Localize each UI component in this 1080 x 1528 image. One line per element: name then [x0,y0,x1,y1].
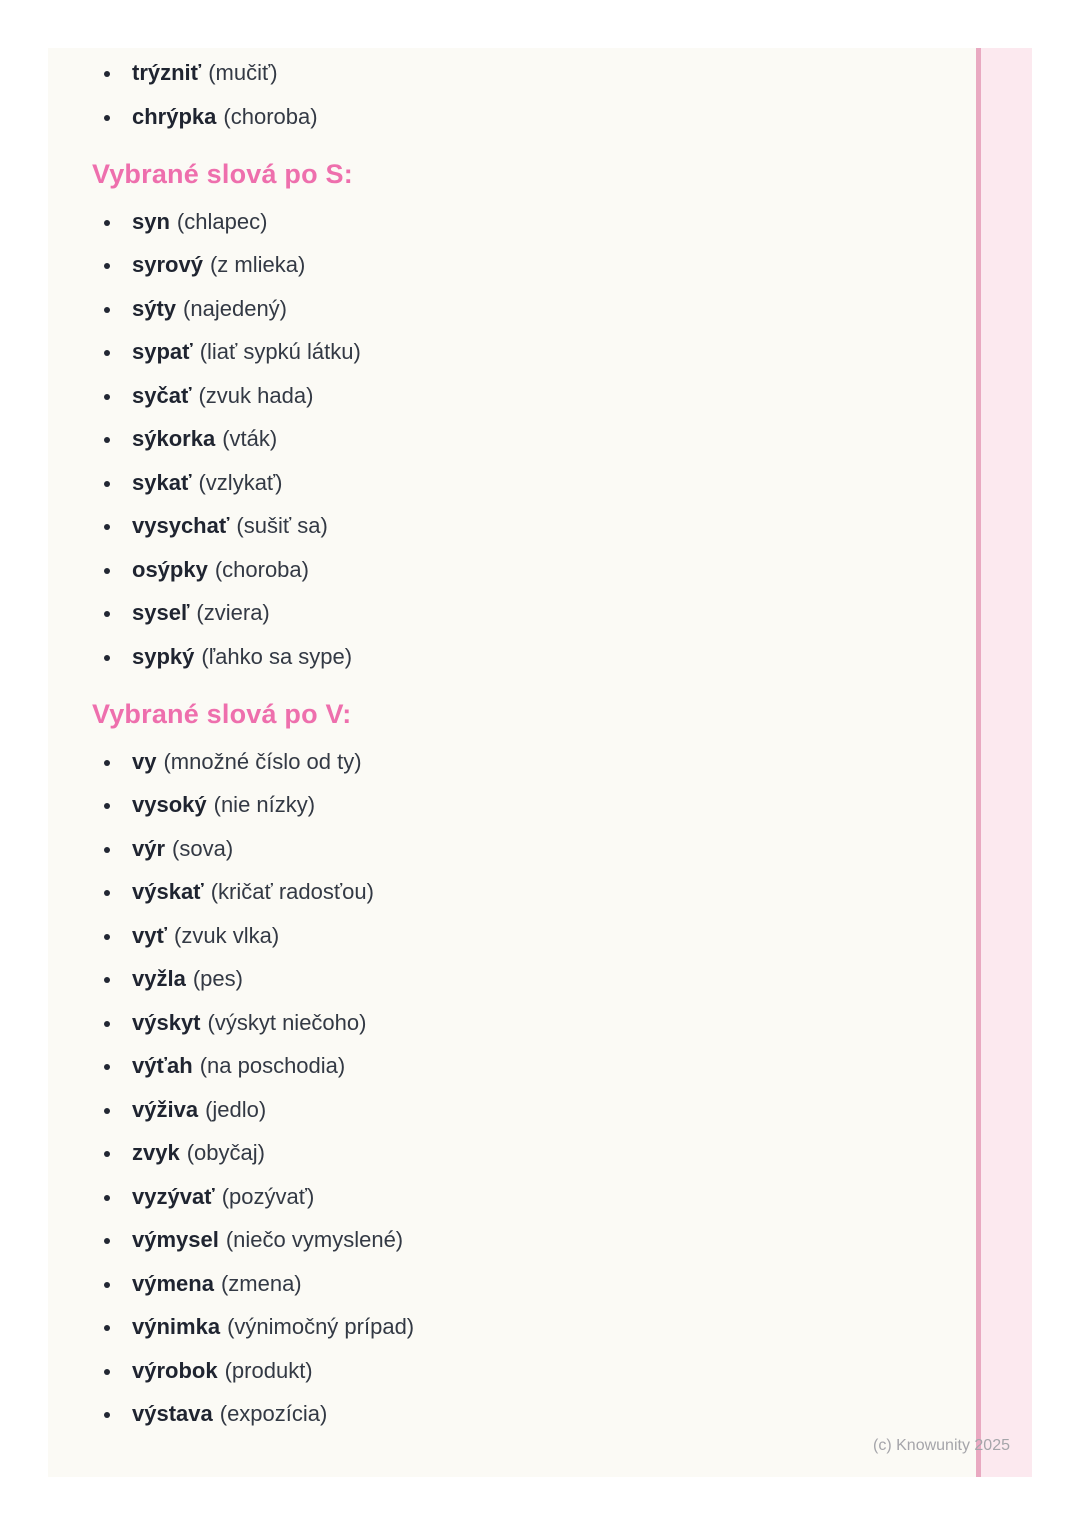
vocab-definition: (obyčaj) [186,1140,265,1165]
bullet-icon [104,115,110,121]
list-item [92,58,912,88]
vocab-term: zvyk [132,1140,180,1165]
bullet-icon [104,307,110,313]
vocab-definition: (vzlykať) [198,469,283,495]
vocab-definition: (sova) [172,835,234,861]
vocab-term: sýty [132,295,177,321]
bullet-icon [104,890,110,896]
vocab-definition: (niečo vymyslené) [225,1227,404,1252]
bullet-icon [104,803,110,809]
list-item [92,921,912,951]
vocab-definition: (ľahko sa sype) [201,643,353,669]
vocab-term: výmysel [132,1227,219,1252]
watermark: (c) Knowunity 2025 [873,1437,1010,1454]
vocab-definition: (výnimočný prípad) [227,1314,415,1339]
bullet-icon [104,220,110,226]
vocab-definition: (množné číslo od ty) [163,748,362,774]
vocab-definition: (mučiť) [208,60,278,85]
list-item [92,250,912,280]
vocab-definition: (na poschodia) [199,1053,346,1078]
list-item [92,468,912,498]
vocab-term: chrýpka [132,103,217,129]
vocab-definition: (nie nízky) [213,792,316,817]
vocab-term: syrový [132,252,203,277]
vocab-definition: (produkt) [224,1357,313,1383]
vocab-term: vyzývať [132,1183,215,1209]
vocab-term: trýzniť [132,60,202,85]
list-item [92,337,912,367]
bullet-icon [104,350,110,356]
list-item [92,294,912,324]
vocab-definition: (z mlieka) [209,252,306,277]
vocab-list [92,747,912,1430]
vocab-definition: (výskyt niečoho) [207,1009,367,1035]
vocab-term: syn [132,208,170,234]
vocab-term: osýpky [132,556,208,582]
section-heading: Vybrané slová po S: [92,158,353,189]
vocab-term: výnimka [132,1314,221,1339]
list-item [92,381,912,411]
bullet-icon [104,1064,110,1070]
notes-card [48,48,1032,1477]
vocab-definition: (pozývať) [221,1183,315,1209]
list-item [92,1051,912,1081]
vocab-definition: (chlapec) [176,208,268,234]
bullet-icon [104,1412,110,1418]
vocab-term: výskyt [132,1009,201,1035]
list-item [92,790,912,820]
bullet-icon [104,437,110,443]
list-item [92,1008,912,1038]
page-edge-band [976,48,1032,1477]
bullet-icon [104,568,110,574]
vocab-definition: (zviera) [196,600,270,625]
bullet-icon [104,1151,110,1157]
vocab-list [92,207,912,672]
vocab-term: vyť [132,922,168,948]
bullet-icon [104,847,110,853]
list-item [92,1138,912,1168]
list-item [92,964,912,994]
list-item [92,747,912,777]
bullet-icon [104,611,110,617]
list-item [92,1399,912,1429]
bullet-icon [104,977,110,983]
bullet-icon [104,655,110,661]
vocab-definition: (zvuk vlka) [174,922,280,948]
section-heading: Vybrané slová po V: [92,698,352,729]
list-item [92,1225,912,1255]
list-item [92,834,912,864]
bullet-icon [104,1108,110,1114]
vocab-term: výživa [132,1096,199,1122]
vocab-definition: (expozícia) [219,1401,328,1426]
vocab-definition: (vták) [222,426,278,451]
list-item [92,642,912,672]
vocab-term: sykať [132,469,192,495]
list-item [92,877,912,907]
bullet-icon [104,760,110,766]
vocab-content [48,48,1032,1429]
list-item [92,1269,912,1299]
vocab-term: výstava [132,1401,213,1426]
vocab-term: vy [132,748,157,774]
vocab-definition: (pes) [192,966,243,991]
bullet-icon [104,934,110,940]
continued-list [92,58,912,132]
list-item [92,207,912,237]
list-item [92,511,912,541]
vocab-definition: (jedlo) [205,1096,267,1122]
bullet-icon [104,1238,110,1244]
vocab-term: vysychať [132,513,230,538]
list-item [92,1182,912,1212]
list-item [92,1095,912,1125]
vocab-term: výr [132,835,166,861]
vocab-term: vysoký [132,792,207,817]
vocab-term: sypký [132,643,195,669]
bullet-icon [104,263,110,269]
list-item [92,102,912,132]
sections-container [92,157,912,1430]
vocab-term: vyžla [132,966,186,991]
vocab-definition: (najedený) [183,295,287,321]
vocab-definition: (kričať radosťou) [210,879,374,904]
bullet-icon [104,71,110,77]
vocab-definition: (choroba) [214,556,309,582]
vocab-term: syčať [132,382,192,408]
vocab-term: výťah [132,1053,193,1078]
vocab-definition: (choroba) [223,103,318,129]
bullet-icon [104,1282,110,1288]
bullet-icon [104,524,110,530]
bullet-icon [104,1369,110,1375]
bullet-icon [104,1021,110,1027]
bullet-icon [104,394,110,400]
vocab-definition: (zvuk hada) [198,382,314,408]
vocab-term: syseľ [132,600,190,625]
vocab-term: sýkorka [132,426,216,451]
bullet-icon [104,481,110,487]
vocab-term: výmena [132,1270,214,1296]
vocab-term: výrobok [132,1357,218,1383]
vocab-definition: (zmena) [220,1270,302,1296]
vocab-term: sypať [132,339,193,364]
list-item [92,1356,912,1386]
vocab-definition: (sušiť sa) [236,513,328,538]
list-item [92,1312,912,1342]
vocab-definition: (liať sypkú látku) [199,339,361,364]
vocab-term: výskať [132,879,204,904]
list-item [92,424,912,454]
list-item [92,598,912,628]
bullet-icon [104,1325,110,1331]
bullet-icon [104,1195,110,1201]
list-item [92,555,912,585]
